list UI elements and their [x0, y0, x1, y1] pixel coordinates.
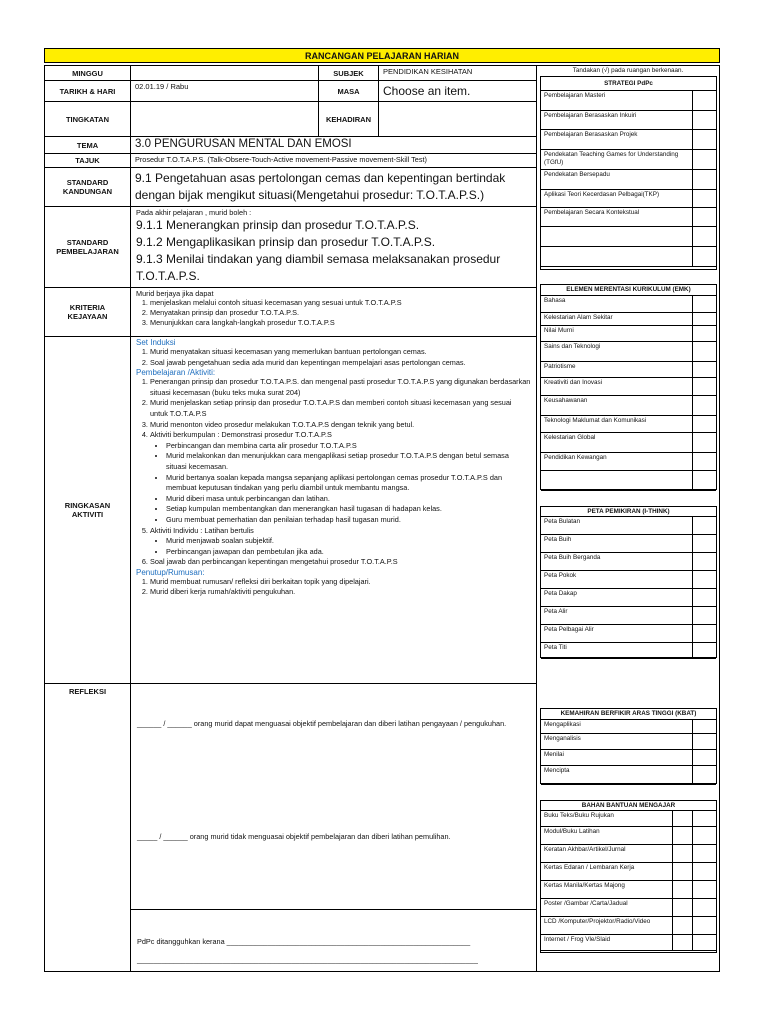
ithink-title: PETA PEMIKIRAN (I-THINK) — [541, 507, 716, 517]
checklist-row — [541, 130, 716, 150]
pembelajaran-heading: Pembelajaran /Aktiviti: — [136, 368, 216, 378]
checklist-row — [541, 378, 716, 396]
checklist-row — [541, 342, 716, 362]
minggu-value[interactable] — [130, 65, 319, 81]
kk-label-1: KRITERIA — [69, 303, 106, 312]
checklist-row — [541, 517, 716, 535]
strategi-title: STRATEGI PdPc — [541, 77, 716, 91]
minggu-label: MINGGU — [44, 65, 131, 81]
checkbox[interactable] — [692, 326, 716, 341]
aktiviti-item: 2. Murid menjelaskan setiap prinsip dan prosedur T.O.T.A.P.S dan memberi contoh situasi kecemasan yang sesuai untuk T.O.T.A.P.S — [150, 398, 531, 419]
checklist-row — [541, 845, 716, 863]
checkbox[interactable] — [692, 150, 716, 169]
checklist-label: Kelestarian Global — [544, 434, 596, 441]
refleksi-label: REFLEKSI — [44, 683, 131, 972]
tema-value: 3.0 PENGURUSAN MENTAL DAN EMOSI — [130, 136, 537, 154]
kk-intro: Murid berjaya jika dapat — [136, 289, 214, 298]
checklist-row — [541, 471, 716, 491]
checklist-label: Pembelajaran Berasaskan Projek — [544, 131, 638, 138]
checkbox[interactable] — [692, 827, 716, 844]
checkbox[interactable] — [692, 111, 716, 129]
checkbox[interactable] — [692, 227, 716, 246]
kk-item: 2. Menyatakan prinsip dan prosedur T.O.T.A.P.S. — [150, 308, 531, 318]
checkbox[interactable] — [692, 720, 716, 733]
checklist-label: Poster /Gambar /Carta/Jadual — [544, 900, 628, 907]
subjek-label: SUBJEK — [318, 65, 379, 81]
checklist-row — [541, 827, 716, 845]
checklist-label: Peta Alir — [544, 608, 568, 615]
sub-item: • Guru membuat pemerhatian dan penilaian terhadap hasil tugasan murid. — [166, 515, 531, 526]
tarikh-label: TARIKH & HARI — [44, 80, 131, 102]
kbat-title: KEMAHIRAN BERFIKIR ARAS TINGGI (KBAT) — [541, 709, 716, 720]
checklist-label: Internet / Frog Vle/Slaid — [544, 936, 611, 943]
checklist-label: Teknologi Maklumat dan Komunikasi — [544, 417, 647, 424]
standard-kandungan-value: 9.1 Pengetahuan asas pertolongan cemas dan kepentingan bertindak dengan bijak mengikut situasi(Mengetahui prosedur: T.O.T.A.P.S.) — [130, 167, 537, 207]
checkbox[interactable] — [692, 378, 716, 395]
sp-item: 9.1.3 Menilai tindakan yang diambil semasa melaksanakan prosedur T.O.T.A.P.S. — [136, 252, 501, 283]
refleksi-2: _____ / ______ orang murid tidak menguasai objektif pembelajaran dan diberi latihan pemulihan. — [137, 832, 451, 841]
tingkatan-label: TINGKATAN — [44, 101, 131, 137]
checkbox[interactable] — [692, 811, 716, 826]
checklist-label: Kelestarian Alam Sekitar — [544, 314, 613, 321]
checkbox[interactable] — [672, 863, 692, 880]
checkbox[interactable] — [692, 734, 716, 749]
sp-item: 9.1.1 Menerangkan prinsip dan prosedur T.O.T.A.P.S. — [136, 218, 420, 232]
kbat-table — [540, 708, 717, 784]
standard-pembelajaran-value — [130, 206, 537, 288]
checklist-row — [541, 326, 716, 342]
checklist-row — [541, 643, 716, 659]
checklist-row — [541, 433, 716, 453]
refleksi-3: PdPc ditangguhkan kerana ____________________________________________________________ — [137, 937, 471, 946]
aktiviti-4-text: Aktiviti berkumpulan : Demonstrasi prosedur T.O.T.A.P.S — [150, 430, 332, 440]
checklist-row — [541, 571, 716, 589]
checklist-row — [541, 784, 716, 785]
checklist-label: Peta Pokok — [544, 572, 577, 579]
checklist-label: LCD /Komputer/Projektor/Radio/Video — [544, 918, 651, 925]
induksi-item: 2. Soal jawab pengetahuan sedia ada murid dan kepentingan mempelajari asas pertolongan cemas. — [150, 358, 531, 369]
subjek-value: PENDIDIKAN KESIHATAN — [378, 65, 537, 81]
checklist-label: Pembelajaran Masteri — [544, 92, 606, 99]
checklist-label: Peta Buih Berganda — [544, 554, 601, 561]
aktiviti-item: 3. Murid menonton video prosedur melakukan T.O.T.A.P.S dengan teknik yang betul. — [150, 420, 531, 431]
checkbox[interactable] — [692, 553, 716, 570]
checkbox[interactable] — [692, 863, 716, 880]
checkbox[interactable] — [692, 917, 716, 934]
bahan-title: BAHAN BANTUAN MENGAJAR — [541, 801, 716, 811]
ra-label-2: AKTIVITI — [71, 510, 104, 519]
checklist-label: Peta Buih — [544, 536, 572, 543]
strategi-table — [540, 76, 717, 270]
checkbox[interactable] — [672, 935, 692, 950]
checkbox[interactable] — [692, 342, 716, 361]
checklist-label: Kertas Manila/Kertas Majong — [544, 882, 625, 889]
checklist-label: Sains dan Teknologi — [544, 343, 601, 350]
checkbox[interactable] — [692, 471, 716, 490]
checklist-label: Peta Titi — [544, 644, 567, 651]
checklist-label: Pendidikan Kewangan — [544, 454, 607, 461]
checkbox[interactable] — [692, 170, 716, 189]
checkbox[interactable] — [692, 190, 716, 207]
checklist-row — [541, 720, 716, 734]
checklist-label: Aplikasi Teori Kecerdasan Pelbagai(TKP) — [544, 191, 660, 198]
refleksi-1: ______ / ______ orang murid dapat menguasai objektif pembelajaran dan diberi latihan pengayaan / pengukuhan. — [137, 719, 507, 728]
checklist-row — [541, 750, 716, 766]
penutup-heading: Penutup/Rumusan: — [136, 567, 205, 577]
checklist-row — [541, 917, 716, 935]
ra-label-1: RINGKASAN — [64, 501, 111, 510]
checklist-row — [541, 811, 716, 827]
checklist-row — [541, 313, 716, 326]
sp-label-1: STANDARD — [66, 238, 109, 247]
checklist-row — [541, 899, 716, 917]
checklist-row — [541, 607, 716, 625]
standard-kandungan-label — [44, 167, 131, 207]
checkbox[interactable] — [672, 881, 692, 898]
sk-label-2: KANDUNGAN — [62, 187, 113, 196]
checkbox[interactable] — [692, 881, 716, 898]
checkbox[interactable] — [672, 917, 692, 934]
kk-item: 1. menjelaskan melalui contoh situasi kecemasan yang sesuai untuk T.O.T.A.P.S — [150, 298, 531, 308]
ithink-table — [540, 506, 717, 658]
aktiviti-item — [150, 430, 531, 525]
checkbox[interactable] — [672, 811, 692, 826]
checklist-label: Kreativiti dan Inovasi — [544, 379, 603, 386]
checklist-label: Menganalisis — [544, 735, 581, 742]
checklist-row — [541, 362, 716, 378]
tarikh-value[interactable]: 02.01.19 / Rabu — [130, 80, 319, 102]
sub-item: • Murid bertanya soalan kepada mangsa sepanjang aplikasi pertolongan cemas prosedur T.O.T.A.P.S dan membuat keputusan tindakan yang perlu diambil untuk membantu mangsa. — [166, 473, 531, 494]
sub-item: • Setiap kumpulan membentangkan dan menerangkan hasil tugasan di hadapan kelas. — [166, 504, 531, 515]
tandakan-note: Tandakan (√) pada ruangan berkenaan. — [572, 67, 684, 74]
masa-select[interactable]: Choose an item. — [378, 80, 537, 102]
kk-label-2: KEJAYAAN — [67, 312, 108, 321]
checklist-row — [541, 150, 716, 170]
checkbox[interactable] — [692, 750, 716, 765]
checklist-label: Pembelajaran Berasaskan Inkuiri — [544, 112, 637, 119]
ringkasan-value — [130, 336, 537, 684]
sp-item: 9.1.2 Mengaplikasikan prinsip dan prosedur T.O.T.A.P.S. — [136, 235, 436, 249]
checkbox[interactable] — [692, 247, 716, 266]
checklist-label: Nilai Murni — [544, 327, 574, 334]
standard-pembelajaran-label — [44, 206, 131, 288]
checklist-row — [541, 766, 716, 784]
sp-intro: Pada akhir pelajaran , murid boleh : — [136, 208, 252, 217]
checkbox[interactable] — [692, 208, 716, 226]
tingkatan-value[interactable] — [130, 101, 319, 137]
checkbox[interactable] — [672, 899, 692, 916]
checkbox[interactable] — [692, 433, 716, 452]
emk-title: ELEMEN MERENTASI KURIKULUM (EMK) — [541, 285, 716, 296]
checkbox[interactable] — [692, 535, 716, 552]
sub-item: • Murid diberi masa untuk perbincangan dan latihan. — [166, 494, 531, 505]
checklist-row — [541, 734, 716, 750]
checklist-label: Keratan Akhbar/Artikel/Jurnal — [544, 846, 626, 853]
kehadiran-value[interactable] — [378, 101, 537, 137]
checklist-row — [541, 227, 716, 247]
checklist-row — [541, 208, 716, 227]
checklist-label: Peta Pelbagai Alir — [544, 626, 594, 633]
sp-label-2: PEMBELAJARAN — [56, 247, 119, 256]
checkbox[interactable] — [692, 607, 716, 624]
checklist-label: Modul/Buku Latihan — [544, 828, 600, 835]
tajuk-label: TAJUK — [44, 153, 131, 168]
aktiviti-item: 6. Soal jawab dan perbincangan kepentingan mengetahui prosedur T.O.T.A.P.S — [150, 557, 531, 568]
refleksi-4: ____________________________________________________________________________________ — [137, 955, 478, 964]
penutup-item: 2. Murid diberi kerja rumah/aktiviti pengukuhan. — [150, 587, 531, 598]
checklist-row — [541, 453, 716, 471]
checklist-row — [541, 881, 716, 899]
checkbox[interactable] — [672, 845, 692, 862]
masa-label: MASA — [318, 80, 379, 102]
penutup-item: 1. Murid membuat rumusan/ refleksi diri berkaitan topik yang dipelajari. — [150, 577, 531, 588]
checklist-row — [541, 589, 716, 607]
checkbox[interactable] — [692, 296, 716, 312]
refleksi-value[interactable] — [130, 683, 537, 972]
aktiviti-5-text: Aktiviti Individu : Latihan bertulis — [150, 525, 254, 535]
checkbox[interactable] — [692, 313, 716, 325]
checkbox[interactable] — [692, 845, 716, 862]
checklist-row — [541, 863, 716, 881]
aktiviti-item — [150, 526, 531, 558]
checklist-row — [541, 625, 716, 643]
checklist-label: Pendekatan Bersepadu — [544, 171, 610, 178]
checklist-row — [541, 111, 716, 130]
kriteria-label — [44, 287, 131, 337]
set-induksi-heading: Set Induksi — [136, 338, 176, 347]
checklist-row — [541, 935, 716, 951]
sub-item: • Perbincangan dan membina carta alir prosedur T.O.T.A.P.S — [166, 441, 531, 452]
checklist-label: Keusahawanan — [544, 397, 588, 404]
aktiviti-item: 1. Penerangan prinsip dan prosedur T.O.T.A.P.S. dan mengenal pasti prosedur T.O.T.A.P.S yang digunakan berdasarkan situasi kecemasan (buku teks muka surat 204) — [150, 377, 531, 398]
checklist-label: Kertas Edaran / Lembaran Kerja — [544, 864, 635, 871]
tajuk-value: Prosedur T.O.T.A.P.S. (Talk-Obsere-Touch-Active movement-Passive movement-Skill Test) — [130, 153, 537, 168]
checklist-label: Bahasa — [544, 297, 566, 304]
sub-item: • Perbincangan jawapan dan pembetulan jika ada. — [166, 547, 531, 558]
checklist-row — [541, 296, 716, 313]
checkbox[interactable] — [692, 935, 716, 950]
checkbox[interactable] — [692, 362, 716, 377]
checklist-label: Menilai — [544, 751, 564, 758]
checkbox[interactable] — [692, 130, 716, 149]
checklist-row — [541, 170, 716, 190]
checklist-label: Buku Teks/Buku Rujukan — [544, 812, 614, 819]
checklist-row — [541, 247, 716, 267]
checklist-row — [541, 190, 716, 208]
checklist-label: Peta Bulatan — [544, 518, 581, 525]
checkbox[interactable] — [692, 899, 716, 916]
checkbox[interactable] — [692, 643, 716, 658]
tema-label: TEMA — [44, 136, 131, 154]
checkbox[interactable] — [692, 517, 716, 534]
checkbox[interactable] — [692, 625, 716, 642]
emk-table — [540, 284, 717, 490]
page-title: RANCANGAN PELAJARAN HARIAN — [44, 48, 720, 63]
kriteria-value — [130, 287, 537, 337]
checklist-label: Pendekatan Teaching Games for Understanding (TGfU) — [544, 151, 679, 166]
checklist-row — [541, 535, 716, 553]
checkbox[interactable] — [692, 766, 716, 783]
checklist-label: Mencipta — [544, 767, 570, 774]
sk-label-1: STANDARD — [66, 178, 109, 187]
checkbox[interactable] — [692, 589, 716, 606]
checkbox[interactable] — [692, 416, 716, 432]
checkbox[interactable] — [692, 571, 716, 588]
checklist-row — [541, 396, 716, 416]
kehadiran-label: KEHADIRAN — [318, 101, 379, 137]
kk-item: 3. Menunjukkan cara langkah-langkah prosedur T.O.T.A.P.S — [150, 318, 531, 328]
bahan-table — [540, 800, 717, 953]
checklist-label: Peta Dakap — [544, 590, 577, 597]
checkbox[interactable] — [672, 827, 692, 844]
checklist-label: Mengaplikasi — [544, 721, 581, 728]
induksi-item: 1. Murid menyatakan situasi kecemasan yang memerlukan bantuan pertolongan cemas. — [150, 347, 531, 358]
sub-item: • Murid melakonkan dan menunjukkan cara mengaplikasi setiap prosedur T.O.T.A.P.S dengan betul semasa situasi kecemasan. — [166, 451, 531, 472]
checkbox[interactable] — [692, 396, 716, 415]
checkbox[interactable] — [692, 453, 716, 470]
checklist-label: Pembelajaran Secara Kontekstual — [544, 209, 640, 216]
checklist-row — [541, 91, 716, 111]
checklist-row — [541, 553, 716, 571]
checkbox[interactable] — [692, 91, 716, 110]
ringkasan-label — [44, 336, 131, 684]
checklist-row — [541, 416, 716, 433]
sub-item: • Murid menjawab soalan subjektif. — [166, 536, 531, 547]
checklist-label: Patriotisme — [544, 363, 576, 370]
